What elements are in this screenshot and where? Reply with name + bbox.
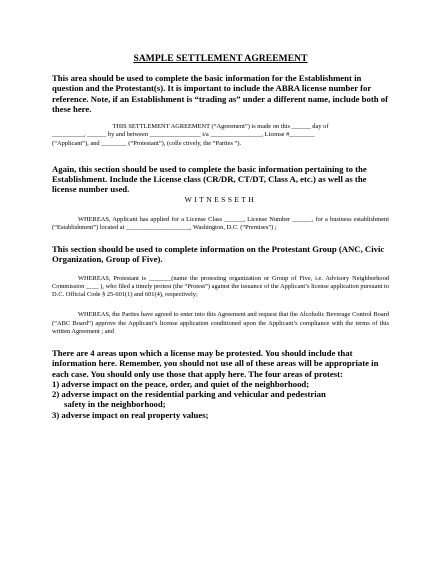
- agreement-line-1: THIS SETTLEMENT AGREEMENT (“Agreement”) is made on this ______ day of: [112, 123, 329, 131]
- instruction-protestant: This section should be used to complete information on the Protestant Group (ANC, Civic Organization, Group of Five).: [52, 244, 385, 265]
- instruction-establishment: This area should be used to complete the basic information for the Establishment in question and the Protestant(s). It is important to include the ABRA license number for reference. Note, if an Establishment is “trading as” under a different name, include both of these here.: [52, 73, 388, 114]
- whereas-protestant: WHEREAS, Protestant is _______(name the protesting organization or Group of Five, i.e. Advisory Neighborhood Commission ____ ), who filed a timely protest (the “Protest”) against the issuance of the Applicant’s license application pursuant to D.C. Official Code § 25-601(1) and 601(4), respectively;: [52, 274, 389, 299]
- document-title: SAMPLE SETTLEMENT AGREEMENT: [133, 54, 308, 64]
- list-item: safety in the neighborhood;: [64, 399, 166, 410]
- whereas-applicant: WHEREAS, Applicant has applied for a License Class ______, License Number ______, for a business establishment (“Establishment”) located at ____________________, Washington, D.C. (“Premises”) ;: [52, 215, 389, 231]
- protest-areas-list: [52, 379, 389, 420]
- witnesseth-heading: WITNESSETH: [184, 194, 257, 204]
- whereas-parties: WHEREAS, the Parties have agreed to enter into this Agreement and request that the Alcoholic Beverage Control Board (“ABC Board”) approve the Applicant’s license application conditioned upon the Applicant’s compliance with the terms of this written Agreement ; and: [52, 311, 389, 335]
- list-item: 2) adverse impact on the residential parking and vehicular and pedestrian: [52, 389, 326, 400]
- agreement-line-3: (“Applicant”), and ________ (“Protestant”), (colle ctively, the “Parties ”).: [52, 139, 242, 147]
- agreement-line-2: __________, ______ by and between ________________ t/a ________________, License #________: [52, 131, 315, 139]
- list-item: 1) adverse impact on the peace, order, and quiet of the neighborhood;: [52, 378, 310, 389]
- instruction-protest-areas: There are 4 areas upon which a license may be protested. You should include that information here. Remember, you should not use all of these areas will be appropriate in each case. You should only use those that apply here. The four areas of protest:: [52, 347, 379, 379]
- list-item: 3) adverse impact on real property values;: [52, 409, 209, 420]
- instruction-license-class: Again, this section should be used to complete the basic information pertaining to the Establishment. Include the License class (CR/DR, CT/DT, Class A, etc.) as well as the license number used.: [52, 163, 367, 195]
